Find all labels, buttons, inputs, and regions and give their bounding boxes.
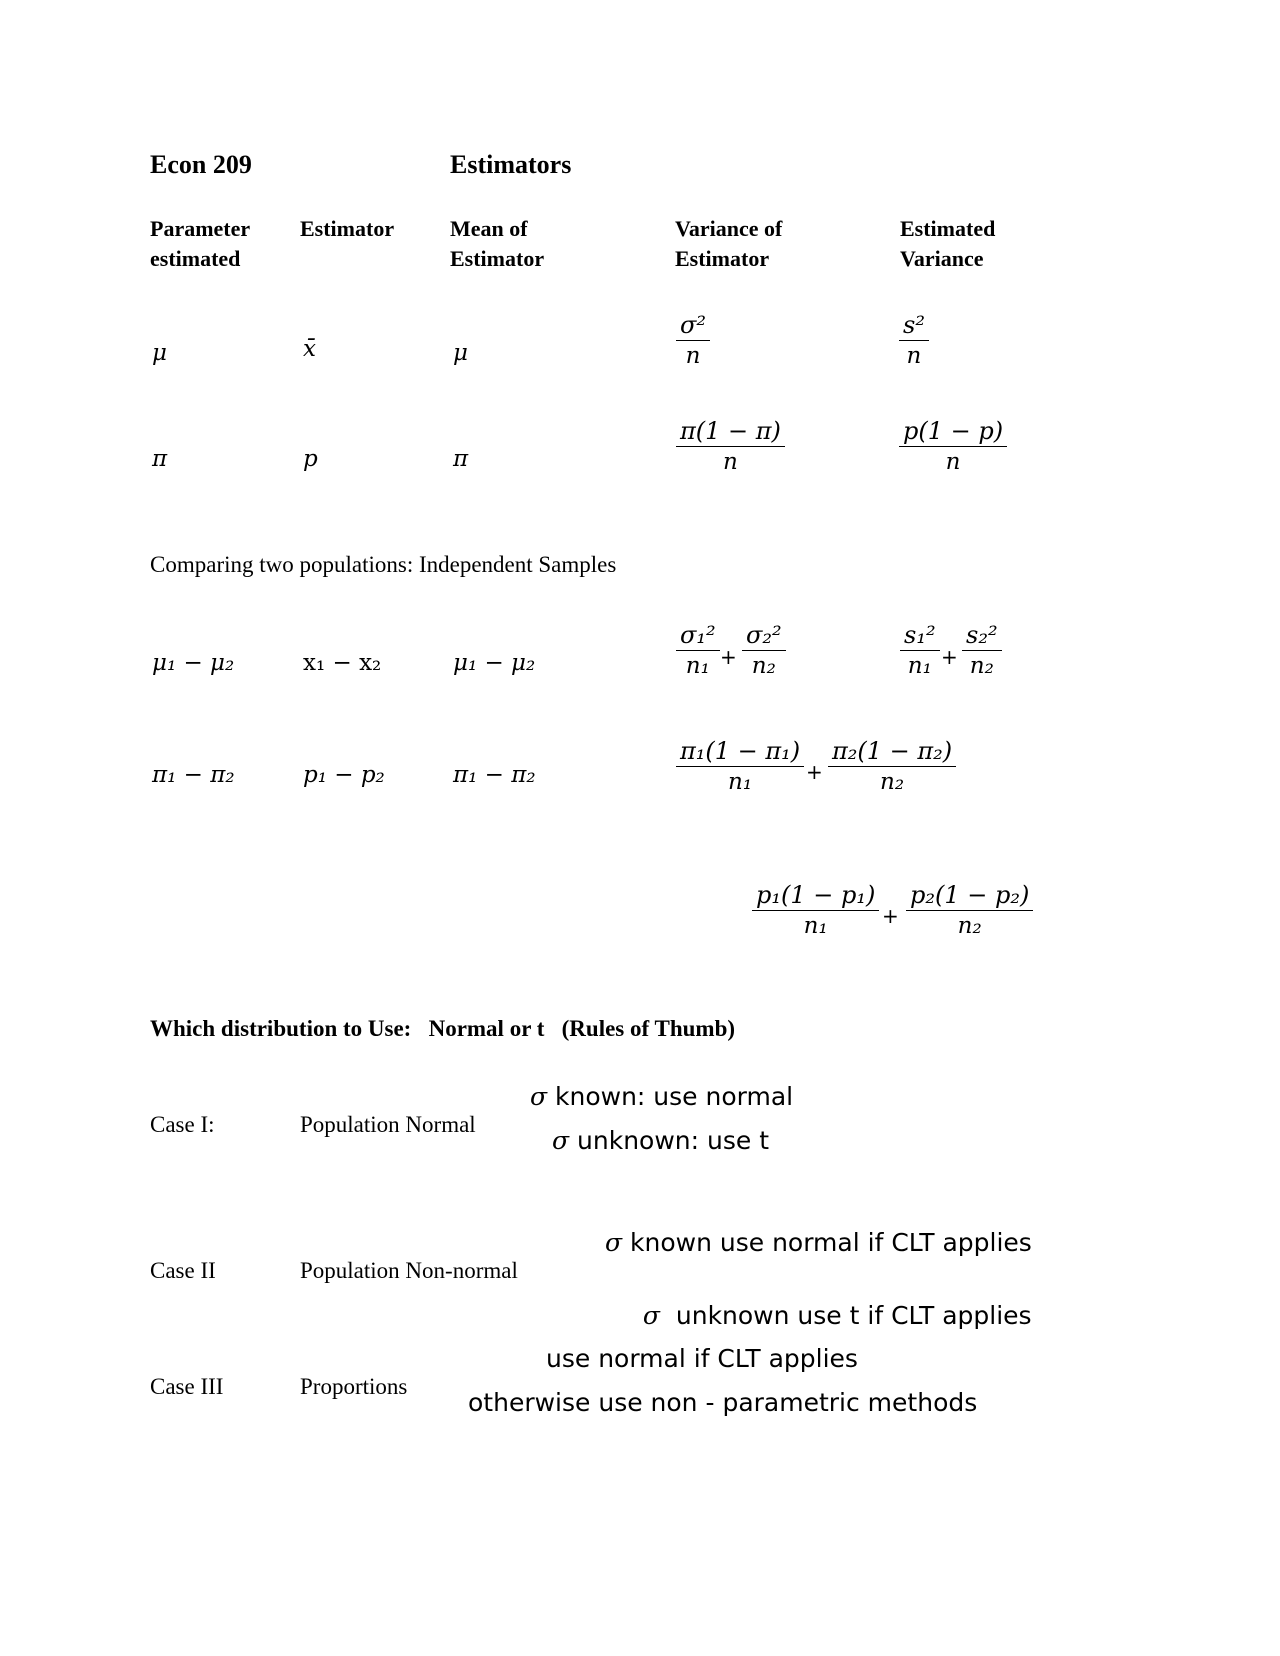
estimator-x-diff: x₁ − x₂ — [303, 650, 382, 676]
param-pi: π — [152, 446, 168, 472]
estimator-xbar: x̄ — [303, 336, 316, 362]
case-2-rule-known: σ known use normal if CLT applies — [605, 1228, 1032, 1257]
section-independent-samples-title: Comparing two populations: Independent Samples — [150, 552, 617, 577]
param-mu-diff: μ₁ − μ₂ — [152, 650, 235, 676]
est-variance-diff-term-b: s₂² n₂ — [962, 620, 1002, 681]
course-title: Econ 209 — [150, 150, 252, 179]
mean-pi: π — [453, 446, 469, 472]
case-1-label: Case I: — [150, 1112, 215, 1137]
est-variance-p-diff-term-b: p₂(1 − p₂) n₂ — [906, 880, 1033, 941]
variance-pi-diff-term-b: π₂(1 − π₂) n₂ — [828, 736, 956, 797]
variance-pi-fraction: π(1 − π) n — [676, 416, 785, 477]
mean-mu-diff: μ₁ − μ₂ — [453, 650, 536, 676]
estimator-p: p — [303, 446, 318, 472]
col-est-variance-header: Estimated Variance — [900, 216, 996, 271]
plus-sign: + — [882, 904, 899, 928]
case-3-rule-clt: use normal if CLT applies — [546, 1344, 858, 1373]
est-variance-pi-fraction: p(1 − p) n — [899, 416, 1007, 477]
mean-pi-diff: π₁ − π₂ — [453, 762, 536, 788]
case-1-condition: Population Normal — [300, 1112, 476, 1137]
case-3-label: Case III — [150, 1374, 224, 1399]
case-2-label: Case II — [150, 1258, 216, 1283]
col-variance-header: Variance of Estimator — [675, 216, 783, 271]
param-mu: μ — [152, 340, 167, 366]
plus-sign: + — [720, 645, 737, 669]
param-pi-diff: π₁ − π₂ — [152, 762, 235, 788]
case-1-rule-unknown: σ unknown: use t — [552, 1126, 769, 1155]
est-variance-p-diff-term-a: p₁(1 − p₁) n₁ — [752, 880, 879, 941]
case-2-condition: Population Non-normal — [300, 1258, 518, 1283]
plus-sign: + — [806, 760, 823, 784]
variance-mu-fraction: σ² n — [676, 310, 710, 371]
variance-diff-term-a: σ₁² n₁ — [676, 620, 720, 681]
col-estimator-header: Estimator — [300, 216, 395, 241]
variance-pi-diff-term-a: π₁(1 − π₁) n₁ — [676, 736, 804, 797]
case-1-rule-known: σ known: use normal — [530, 1082, 794, 1111]
mean-mu: μ — [453, 340, 468, 366]
case-2-rule-unknown: σ unknown use t if CLT applies — [642, 1301, 1032, 1330]
variance-diff-term-b: σ₂² n₂ — [742, 620, 786, 681]
est-variance-mu-fraction: s² n — [899, 310, 929, 371]
estimator-p-diff: p₁ − p₂ — [303, 762, 385, 788]
plus-sign: + — [941, 645, 958, 669]
page-title: Estimators — [450, 150, 572, 179]
col-parameter-header: Parameter estimated — [150, 216, 251, 271]
case-3-rule-otherwise: otherwise use non - parametric methods — [468, 1388, 978, 1417]
case-3-condition: Proportions — [300, 1374, 408, 1399]
est-variance-diff-term-a: s₁² n₁ — [900, 620, 940, 681]
section-distribution-title: Which distribution to Use: Normal or t (Rules of Thumb) — [150, 1016, 736, 1041]
col-mean-header: Mean of Estimator — [450, 216, 545, 271]
